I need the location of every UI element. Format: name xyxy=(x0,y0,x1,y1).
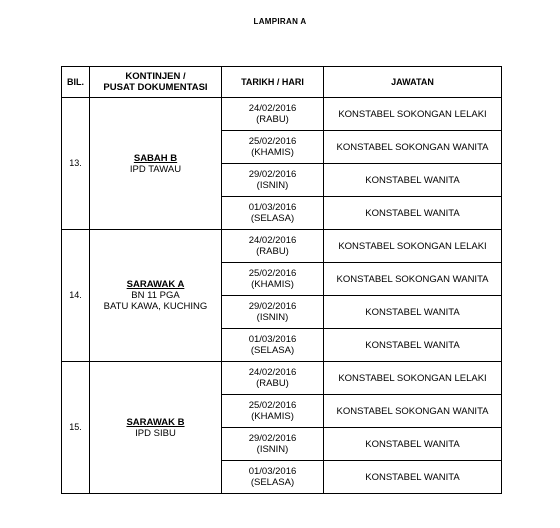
tarikh-cell xyxy=(222,395,324,428)
header-kontinjen xyxy=(90,67,222,98)
table-row xyxy=(62,98,502,131)
jawatan-cell: KONSTABEL WANITA xyxy=(324,329,502,362)
jawatan-cell: KONSTABEL WANITA xyxy=(324,197,502,230)
kontinjen-line1: BN 11 PGA xyxy=(131,290,180,301)
tarikh-day: (RABU) xyxy=(256,246,289,257)
tarikh-cell xyxy=(222,230,324,263)
tarikh-date: 25/02/2016 xyxy=(248,400,297,411)
kontinjen-name: SABAH B xyxy=(133,152,178,164)
kontinjen-name: SARAWAK B xyxy=(126,416,185,428)
tarikh-date: 29/02/2016 xyxy=(248,433,297,444)
table-row xyxy=(62,362,502,395)
tarikh-day: (SELASA) xyxy=(250,345,295,356)
tarikh-date: 24/02/2016 xyxy=(248,367,297,378)
header-bil: BIL. xyxy=(62,67,90,98)
tarikh-day: (KHAMIS) xyxy=(251,147,294,158)
tarikh-day: (ISNIN) xyxy=(256,180,289,191)
jawatan-cell: KONSTABEL WANITA xyxy=(324,164,502,197)
kontinjen-line1: IPD TAWAU xyxy=(129,163,182,175)
tarikh-date: 01/03/2016 xyxy=(248,466,297,477)
lampiran-table xyxy=(61,66,502,494)
bil-cell: 15. xyxy=(62,362,90,494)
jawatan-cell: KONSTABEL SOKONGAN WANITA xyxy=(324,395,502,428)
tarikh-cell xyxy=(222,98,324,131)
tarikh-cell xyxy=(222,461,324,494)
header-kontinjen-line1: KONTINJEN / xyxy=(125,71,186,82)
header-jawatan: JAWATAN xyxy=(324,67,502,98)
jawatan-cell: KONSTABEL SOKONGAN WANITA xyxy=(324,131,502,164)
tarikh-date: 29/02/2016 xyxy=(248,169,297,180)
jawatan-cell: KONSTABEL WANITA xyxy=(324,296,502,329)
kontinjen-cell xyxy=(90,362,222,494)
jawatan-cell: KONSTABEL SOKONGAN LELAKI xyxy=(324,362,502,395)
tarikh-cell xyxy=(222,131,324,164)
table-header-row xyxy=(62,67,502,98)
tarikh-day: (RABU) xyxy=(256,114,289,125)
document-title: LAMPIRAN A xyxy=(253,17,307,26)
tarikh-date: 01/03/2016 xyxy=(248,202,297,213)
table-row xyxy=(62,230,502,263)
tarikh-cell xyxy=(222,428,324,461)
bil-cell: 14. xyxy=(62,230,90,362)
tarikh-date: 24/02/2016 xyxy=(248,235,297,246)
tarikh-cell xyxy=(222,263,324,296)
jawatan-cell: KONSTABEL WANITA xyxy=(324,461,502,494)
tarikh-cell xyxy=(222,362,324,395)
tarikh-day: (ISNIN) xyxy=(256,312,289,323)
tarikh-cell xyxy=(222,197,324,230)
jawatan-cell: KONSTABEL WANITA xyxy=(324,428,502,461)
tarikh-date: 25/02/2016 xyxy=(248,136,297,147)
bil-cell: 13. xyxy=(62,98,90,230)
tarikh-day: (RABU) xyxy=(256,378,289,389)
header-tarikh: TARIKH / HARI xyxy=(222,67,324,98)
tarikh-date: 24/02/2016 xyxy=(248,103,297,114)
tarikh-date: 25/02/2016 xyxy=(248,268,297,279)
tarikh-cell xyxy=(222,164,324,197)
tarikh-day: (KHAMIS) xyxy=(251,279,294,290)
tarikh-cell xyxy=(222,296,324,329)
tarikh-date: 29/02/2016 xyxy=(248,301,297,312)
kontinjen-line1: IPD SIBU xyxy=(135,427,176,439)
kontinjen-cell xyxy=(90,230,222,362)
jawatan-cell: KONSTABEL SOKONGAN WANITA xyxy=(324,263,502,296)
jawatan-cell: KONSTABEL SOKONGAN LELAKI xyxy=(324,98,502,131)
jawatan-cell: KONSTABEL SOKONGAN LELAKI xyxy=(324,230,502,263)
tarikh-day: (SELASA) xyxy=(250,477,295,488)
tarikh-cell xyxy=(222,329,324,362)
kontinjen-name: SARAWAK A xyxy=(126,279,185,290)
tarikh-date: 01/03/2016 xyxy=(248,334,297,345)
kontinjen-cell xyxy=(90,98,222,230)
tarikh-day: (ISNIN) xyxy=(256,444,289,455)
tarikh-day: (SELASA) xyxy=(250,213,295,224)
tarikh-day: (KHAMIS) xyxy=(251,411,294,422)
kontinjen-line2: BATU KAWA, KUCHING xyxy=(103,301,208,312)
header-kontinjen-line2: PUSAT DOKUMENTASI xyxy=(103,82,208,93)
